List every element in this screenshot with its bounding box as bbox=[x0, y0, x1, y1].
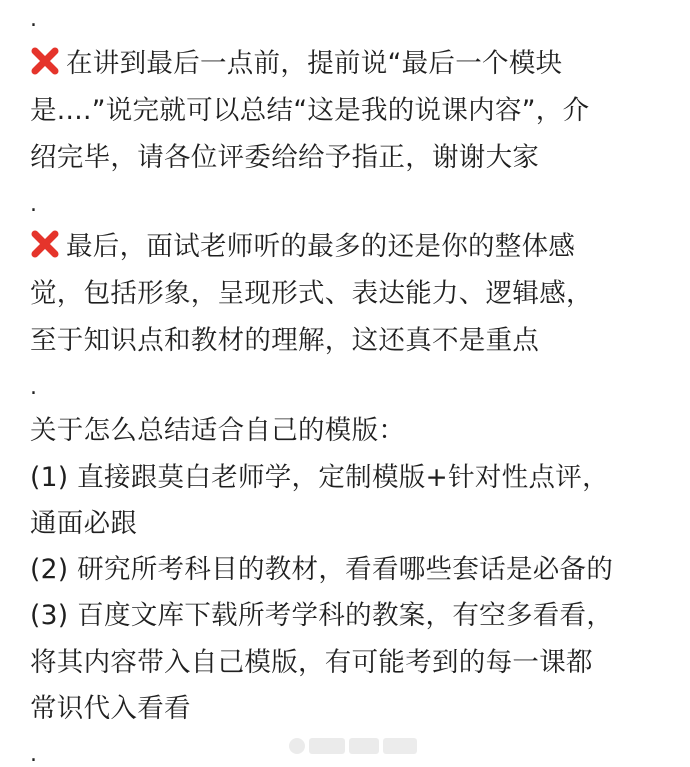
paragraph-2-line-2: 觉，包括形象，呈现形式、表达能力、逻辑感， bbox=[30, 278, 593, 309]
paragraph-3-line-2: (1) 直接跟莫白老师学，定制模版+针对性点评， bbox=[30, 462, 609, 493]
separator-dot: . bbox=[30, 7, 37, 32]
paragraph-3-line-1: 关于怎么总结适合自己的模版： bbox=[30, 415, 406, 446]
paragraph-1-line-2: 是....”说完就可以总结“这是我的说课内容”，介 bbox=[30, 95, 590, 126]
watermark bbox=[289, 735, 417, 757]
paragraph-3-line-5: (3) 百度文库下载所考学科的教案，有空多看看， bbox=[30, 600, 614, 631]
cross-mark-icon bbox=[30, 229, 60, 259]
paragraph-1-line-3: 绍完毕，请各位评委给给予指正，谢谢大家 bbox=[30, 142, 540, 173]
paragraph-1-line-1 bbox=[30, 44, 562, 84]
separator-dot: . bbox=[30, 375, 37, 400]
watermark-logo-icon bbox=[289, 738, 305, 754]
paragraph-3-line-6: 将其内容带入自己模版，有可能考到的每一课都 bbox=[30, 647, 593, 678]
paragraph-2-line-1 bbox=[30, 227, 575, 267]
paragraph-3-line-3: 通面必跟 bbox=[30, 508, 138, 539]
separator-dot: . bbox=[30, 742, 37, 767]
cross-mark-icon bbox=[30, 46, 60, 76]
paragraph-3-line-7: 常识代入看看 bbox=[30, 693, 191, 724]
paragraph-3-line-4: (2) 研究所考科目的教材，看看哪些套话是必备的 bbox=[30, 554, 614, 585]
separator-dot: . bbox=[30, 192, 37, 217]
paragraph-1-line-1-text: 在讲到最后一点前，提前说“最后一个模块 bbox=[66, 48, 563, 79]
paragraph-2-line-1-text: 最后，面试老师听的最多的还是你的整体感 bbox=[66, 231, 576, 262]
paragraph-2-line-3: 至于知识点和教材的理解，这还真不是重点 bbox=[30, 325, 540, 356]
